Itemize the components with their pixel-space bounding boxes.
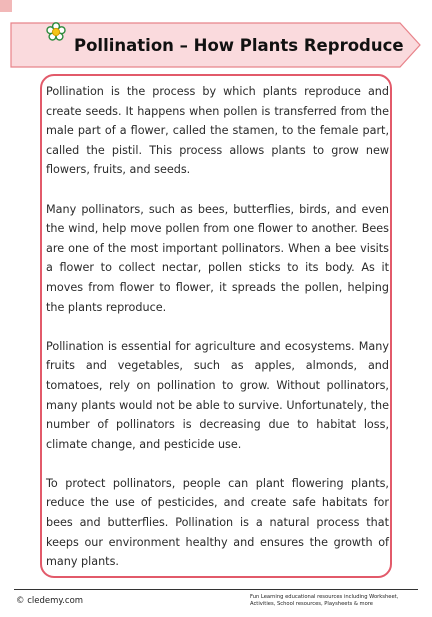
content-box	[40, 74, 392, 578]
paragraph-4: To protect pollinators, people can plant flowering plants, reduce the use of pesticides, and create safe habitats for bees and butterflies. Pollination is a natural process that keeps our environment healthy and ensures the growth of many plants.	[46, 476, 389, 569]
paragraph-3: Pollination is essential for agriculture and ecosystems. Many fruits and vegetables, such as apples, almonds, and tomatoes, rely on pollination to grow. Without pollinators, many plants would not be able to survive. Unfortunately, the number of pollinators is decreasing due to habitat loss, climate change, and pesticide use.	[46, 339, 389, 451]
page-title: Pollination – How Plants Reproduce	[74, 35, 404, 55]
paragraph-1: Pollination is the process by which plants reproduce and create seeds. It happens when pollen is transferred from the male part of a flower, called the stamen, to the female part, called the pistil. This process allows plants to grow new flowers, fruits, and seeds.	[46, 85, 389, 177]
footer-divider	[14, 589, 418, 590]
article-body	[46, 82, 389, 591]
corner-tab	[0, 0, 12, 12]
title-banner	[10, 22, 422, 68]
footer-tagline: Fun Learning educational resources including Worksheet, Activities, School resources, Playsheets & more	[250, 594, 399, 607]
flower-icon	[46, 35, 66, 55]
footer-copyright: © cledemy.com	[16, 596, 84, 606]
paragraph-2: Many pollinators, such as bees, butterflies, birds, and even the wind, help move pollen from one flower to another. Bees are one of the most important pollinators. When a bee visits a flower to collect nectar, pollen sticks to its body. As it moves from flower to flower, it spreads the pollen, helping the plants reproduce.	[46, 202, 389, 314]
